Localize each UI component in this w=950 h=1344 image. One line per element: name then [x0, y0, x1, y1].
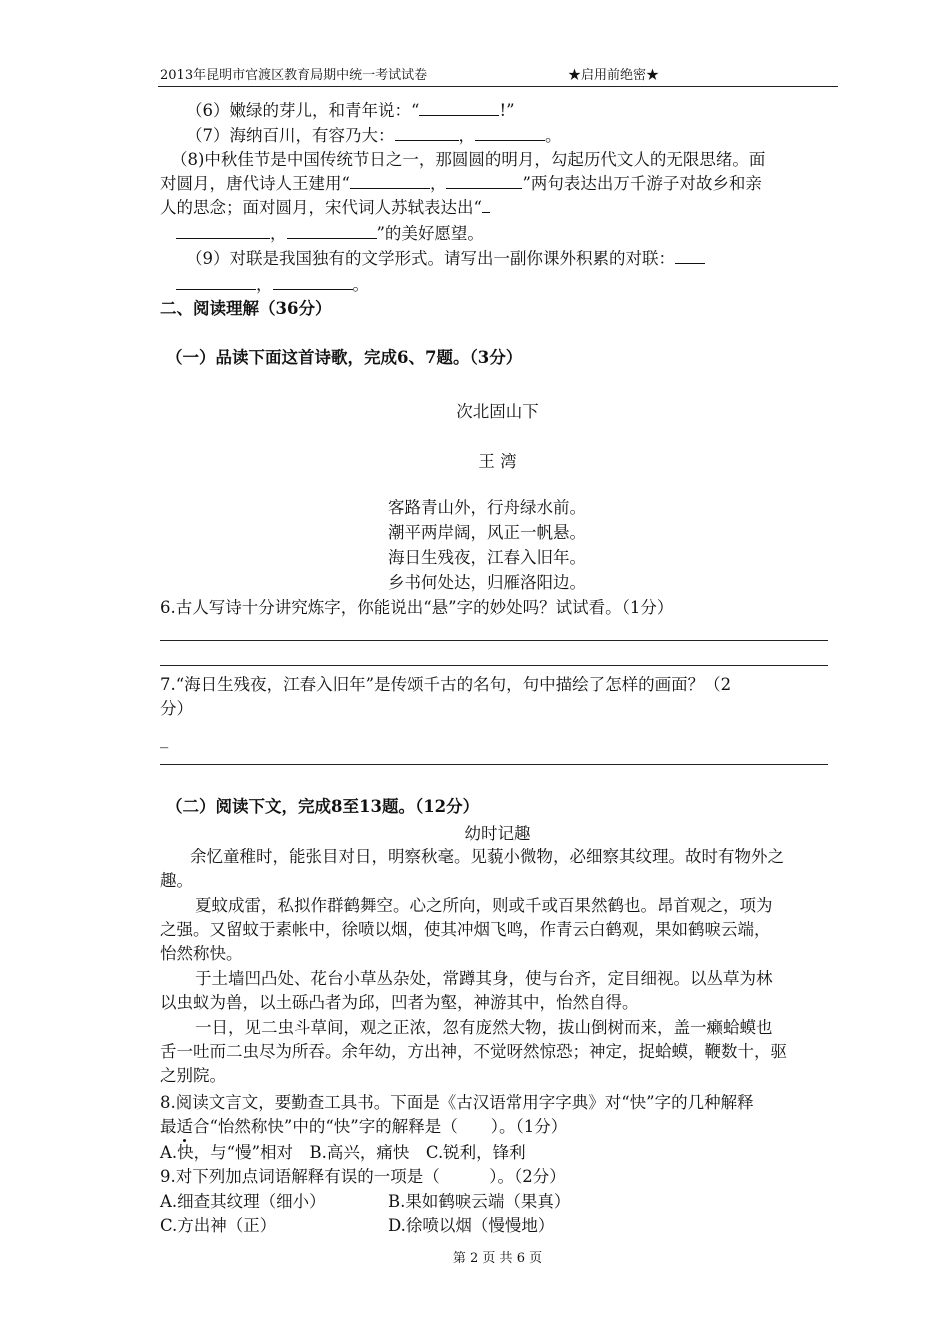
fill-q8-line4: ， ”的美好愿望。 — [176, 222, 484, 246]
question-8-line2: 最适合“怡然称快”中的“快”字的解释是（ ）。（1分） — [160, 1117, 568, 1136]
poem-line: 乡书何处达，归雁洛阳边。 — [388, 573, 586, 592]
fill-q9-line2: ， 。 — [176, 273, 369, 297]
question-7-line2: 分） — [160, 699, 193, 718]
fill-q7: （7）海纳百川，有容乃大： ， 。 — [186, 126, 562, 145]
answer-blank[interactable] — [273, 273, 353, 290]
question-7-line1: 7.“海日生残夜，江春入旧年”是传颂千古的名句，句中描绘了怎样的画面？（2 — [160, 675, 732, 694]
question-8-line1: 8.阅读文言文，要勤查工具书。下面是《古汉语常用字字典》对“快”字的几种解释 — [160, 1093, 754, 1112]
poem-title: 次北固山下 — [456, 402, 539, 421]
question-9-option-a: A.细查其纹理（细小） — [160, 1192, 326, 1211]
question-6: 6.古人写诗十分讲究炼字，你能说出“悬”字的妙处吗？试试看。（1分） — [160, 598, 674, 617]
answer-line[interactable] — [160, 665, 828, 666]
exam-title: 2013年昆明市官渡区教育局期中统一考试试卷 — [160, 68, 428, 83]
answer-dash: _ — [160, 729, 169, 748]
essay-title: 幼时记趣 — [464, 824, 531, 843]
poem-line: 客路青山外，行舟绿水前。 — [388, 498, 586, 517]
poem-line: 潮平两岸阔，风正一帆悬。 — [388, 523, 586, 542]
essay-p2-line2: 之强。又留蚊于素帐中，徐喷以烟，使其冲烟飞鸣，作青云白鹤观，果如鹤唳云端， — [160, 920, 771, 939]
fill-q9-line1: （9）对联是我国独有的文学形式。请写出一副你课外积累的对联： — [186, 247, 705, 271]
essay-p2-line1: 夏蚊成雷，私拟作群鹤舞空。心之所向，则或千或百果然鹤也。昂首观之，项为 — [195, 896, 773, 915]
answer-line[interactable] — [160, 764, 828, 765]
question-9-option-d: D.徐喷以烟（慢慢地） — [388, 1216, 555, 1235]
essay-p4-line3: 之别院。 — [160, 1066, 226, 1085]
poem-line: 海日生残夜，江春入旧年。 — [388, 548, 586, 567]
page-number: 第 2 页 共 6 页 — [452, 1251, 543, 1266]
answer-blank[interactable] — [176, 273, 256, 290]
answer-blank[interactable] — [482, 196, 490, 213]
answer-blank[interactable] — [446, 172, 522, 189]
answer-blank[interactable] — [419, 99, 499, 116]
question-8-options: A.快，与“慢”相对 B.高兴，痛快 C.锐利，锋利 — [160, 1143, 526, 1162]
answer-blank[interactable] — [176, 222, 270, 239]
part2-title: （二）阅读下文，完成8至13题。（12分） — [166, 797, 480, 816]
poem-author: 王 湾 — [478, 452, 517, 471]
answer-line[interactable] — [160, 640, 828, 641]
essay-p1-line2: 趣。 — [160, 871, 193, 890]
answer-blank[interactable] — [475, 124, 545, 141]
section-title: 二、阅读理解（36分） — [160, 299, 332, 318]
essay-p4-line1: 一日，见二虫斗草间，观之正浓，忽有庞然大物，拔山倒树而来，盖一癞蛤蟆也 — [195, 1018, 773, 1037]
fill-q8-line1: （8)中秋佳节是中国传统节日之一，那圆圆的明月，勾起历代文人的无限思绪。面 — [171, 150, 766, 169]
question-9-option-b: B.果如鹤唳云端（果真） — [388, 1192, 571, 1211]
fill-q8-line2: 对圆月，唐代诗人王建用“ ， ”两句表达出万千游子对故乡和亲 — [160, 174, 762, 193]
fill-q8-line3: 人的思念；面对圆月，宋代词人苏轼表达出“ — [160, 196, 490, 220]
answer-blank[interactable] — [287, 222, 377, 239]
fill-q6: （6）嫩绿的芽儿，和青年说：“ !” — [186, 101, 515, 120]
essay-p2-line3: 怡然称快。 — [160, 944, 243, 963]
answer-blank[interactable] — [675, 247, 705, 264]
confidential-mark: ★启用前绝密★ — [568, 68, 660, 83]
header-rule — [158, 86, 838, 87]
question-9: 9.对下列加点词语解释有误的一项是（ ）。（2分） — [160, 1167, 566, 1186]
essay-p3-line1: 于土墙凹凸处、花台小草丛杂处，常蹲其身，使与台齐，定目细视。以丛草为林 — [195, 969, 773, 988]
essay-p3-line2: 以虫蚁为兽，以土砾凸者为邱，凹者为壑，神游其中，怡然自得。 — [160, 993, 639, 1012]
question-9-option-c: C.方出神（正） — [160, 1216, 277, 1235]
answer-blank[interactable] — [350, 172, 430, 189]
answer-blank[interactable] — [395, 124, 459, 141]
essay-p1-line1: 余忆童稚时，能张目对日，明察秋毫。见藐小微物，必细察其纹理。故时有物外之 — [190, 847, 784, 866]
part1-title: （一）品读下面这首诗歌，完成6、7题。（3分） — [166, 348, 523, 367]
essay-p4-line2: 舌一吐而二虫尽为所吞。余年幼，方出神，不觉呀然惊恐；神定，捉蛤蟆，鞭数十，驱 — [160, 1042, 787, 1061]
